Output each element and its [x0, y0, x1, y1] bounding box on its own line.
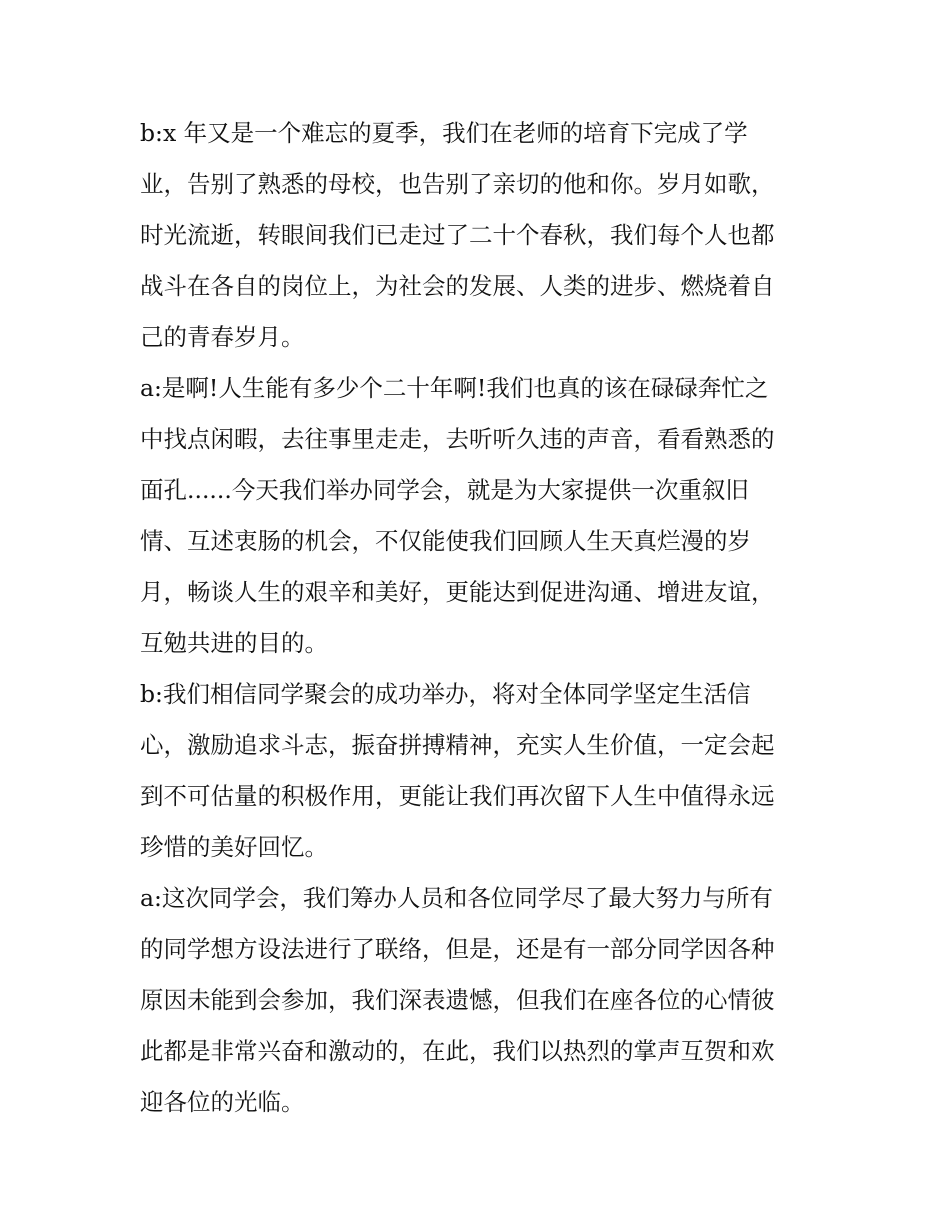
text-line: 情、互述衷肠的机会，不仅能使我们回顾人生天真烂漫的岁 — [140, 527, 751, 555]
text-line: a:这次同学会，我们筹办人员和各位同学尽了最大努力与所有 — [140, 884, 773, 912]
text-line: a:是啊!人生能有多少个二十年啊!我们也真的该在碌碌奔忙之 — [140, 374, 769, 402]
text-line: 心，激励追求斗志，振奋拼搏精神，充实人生价值，一定会起 — [140, 731, 775, 759]
text-line: 珍惜的美好回忆。 — [140, 833, 328, 861]
text-line: 原因未能到会参加，我们深表遗憾，但我们在座各位的心情彼 — [140, 986, 775, 1014]
text-line: 中找点闲暇，去往事里走走，去听听久违的声音，看看熟悉的 — [140, 425, 775, 453]
text-line: 到不可估量的积极作用，更能让我们再次留下人生中值得永远 — [140, 782, 775, 810]
text-line: 月，畅谈人生的艰辛和美好，更能达到促进沟通、增进友谊， — [140, 578, 775, 606]
text-line: 互勉共进的目的。 — [140, 629, 328, 657]
text-line: b:我们相信同学聚会的成功举办，将对全体同学坚定生活信 — [140, 680, 751, 708]
text-line: 面孔......今天我们举办同学会，就是为大家提供一次重叙旧 — [140, 476, 749, 504]
text-line: 己的青春岁月。 — [140, 323, 305, 351]
text-line: 此都是非常兴奋和激动的，在此，我们以热烈的掌声互贺和欢 — [140, 1037, 775, 1065]
text-line: 时光流逝，转眼间我们已走过了二十个春秋，我们每个人也都 — [140, 221, 775, 249]
text-line: 业，告别了熟悉的母校，也告别了亲切的他和你。岁月如歌， — [140, 170, 775, 198]
document-body — [140, 108, 815, 1128]
text-line: 战斗在各自的岗位上，为社会的发展、人类的进步、燃烧着自 — [140, 272, 775, 300]
text-line: 的同学想方设法进行了联络，但是，还是有一部分同学因各种 — [140, 935, 775, 963]
text-line: b:x 年又是一个难忘的夏季，我们在老师的培育下完成了学 — [140, 119, 748, 147]
text-line: 迎各位的光临。 — [140, 1088, 305, 1116]
